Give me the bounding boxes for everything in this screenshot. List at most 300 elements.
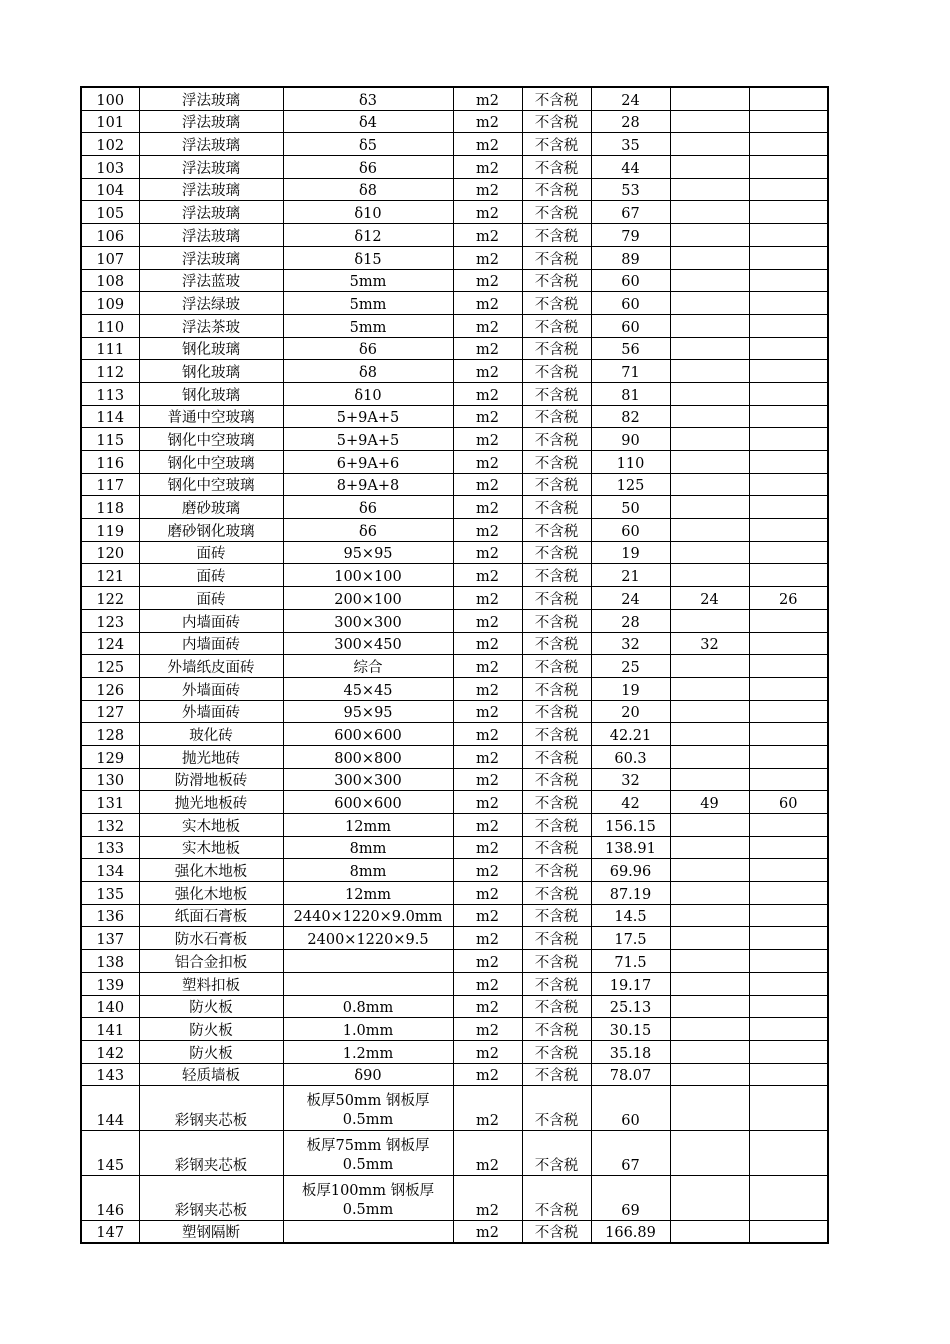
spec-cell: 8mm (283, 859, 453, 882)
tax-status-cell: 不含税 (522, 836, 591, 859)
price-cell: 44 (591, 156, 670, 179)
material-name-cell: 浮法玻璃 (139, 246, 283, 269)
spec-cell: 5+9A+5 (283, 405, 453, 428)
table-row (81, 405, 828, 428)
price-3-cell (749, 609, 828, 632)
material-name-cell: 实木地板 (139, 814, 283, 837)
row-number-cell: 116 (81, 451, 139, 474)
table-row (81, 972, 828, 995)
unit-cell: m2 (453, 655, 522, 678)
price-3-cell (749, 110, 828, 133)
material-name-cell: 钢化中空玻璃 (139, 428, 283, 451)
row-number-cell: 142 (81, 1040, 139, 1063)
price-cell: 60 (591, 314, 670, 337)
price-cell: 21 (591, 564, 670, 587)
price-cell: 166.89 (591, 1220, 670, 1243)
price-2-cell (670, 1063, 749, 1086)
table-row (81, 541, 828, 564)
spec-cell: 600×600 (283, 723, 453, 746)
tax-status-cell: 不含税 (522, 292, 591, 315)
material-name-cell: 塑钢隔断 (139, 1220, 283, 1243)
price-2-cell (670, 314, 749, 337)
tax-status-cell: 不含税 (522, 87, 591, 110)
price-2-cell (670, 904, 749, 927)
material-name-cell: 彩钢夹芯板 (139, 1086, 283, 1131)
price-3-cell (749, 768, 828, 791)
price-3-cell (749, 382, 828, 405)
spec-cell (283, 972, 453, 995)
tax-status-cell: 不含税 (522, 156, 591, 179)
unit-cell: m2 (453, 587, 522, 610)
price-2-cell (670, 768, 749, 791)
row-number-cell: 144 (81, 1086, 139, 1131)
unit-cell: m2 (453, 791, 522, 814)
spec-cell: δ6 (283, 519, 453, 542)
table-row (81, 87, 828, 110)
price-3-cell (749, 1040, 828, 1063)
unit-cell: m2 (453, 382, 522, 405)
price-cell: 53 (591, 178, 670, 201)
row-number-cell: 135 (81, 882, 139, 905)
unit-cell: m2 (453, 496, 522, 519)
unit-cell: m2 (453, 451, 522, 474)
spec-cell: 5mm (283, 314, 453, 337)
price-cell: 82 (591, 405, 670, 428)
spec-cell: 0.8mm (283, 995, 453, 1018)
material-name-cell: 防滑地板砖 (139, 768, 283, 791)
row-number-cell: 123 (81, 609, 139, 632)
unit-cell: m2 (453, 519, 522, 542)
price-3-cell (749, 632, 828, 655)
spec-cell (283, 1220, 453, 1243)
unit-cell: m2 (453, 814, 522, 837)
unit-cell: m2 (453, 1175, 522, 1220)
table-row (81, 950, 828, 973)
material-name-cell: 内墙面砖 (139, 632, 283, 655)
tax-status-cell: 不含税 (522, 110, 591, 133)
price-2-cell (670, 859, 749, 882)
table-row (81, 609, 828, 632)
row-number-cell: 117 (81, 473, 139, 496)
spec-cell: 板厚50mm 钢板厚0.5mm (283, 1086, 453, 1131)
unit-cell: m2 (453, 110, 522, 133)
price-2-cell (670, 950, 749, 973)
unit-cell: m2 (453, 246, 522, 269)
unit-cell: m2 (453, 1040, 522, 1063)
row-number-cell: 121 (81, 564, 139, 587)
material-name-cell: 浮法茶玻 (139, 314, 283, 337)
price-cell: 60 (591, 292, 670, 315)
price-2-cell: 32 (670, 632, 749, 655)
spec-cell: 800×800 (283, 745, 453, 768)
unit-cell: m2 (453, 541, 522, 564)
tax-status-cell: 不含税 (522, 405, 591, 428)
price-2-cell (670, 927, 749, 950)
unit-cell: m2 (453, 882, 522, 905)
price-2-cell (670, 360, 749, 383)
price-2-cell (670, 609, 749, 632)
row-number-cell: 131 (81, 791, 139, 814)
material-name-cell: 防火板 (139, 995, 283, 1018)
unit-cell: m2 (453, 269, 522, 292)
price-2-cell (670, 723, 749, 746)
price-cell: 71.5 (591, 950, 670, 973)
spec-cell: δ90 (283, 1063, 453, 1086)
price-2-cell (670, 133, 749, 156)
price-3-cell (749, 950, 828, 973)
spec-cell: 300×300 (283, 768, 453, 791)
spec-cell: δ15 (283, 246, 453, 269)
price-cell: 60 (591, 519, 670, 542)
material-name-cell: 浮法玻璃 (139, 201, 283, 224)
table-row (81, 382, 828, 405)
material-name-cell: 实木地板 (139, 836, 283, 859)
unit-cell: m2 (453, 314, 522, 337)
spec-cell: 1.0mm (283, 1018, 453, 1041)
price-cell: 24 (591, 587, 670, 610)
price-3-cell (749, 156, 828, 179)
row-number-cell: 105 (81, 201, 139, 224)
price-3-cell (749, 360, 828, 383)
spec-cell: 5mm (283, 269, 453, 292)
table-row (81, 224, 828, 247)
spec-cell: 300×300 (283, 609, 453, 632)
spec-cell: 板厚75mm 钢板厚0.5mm (283, 1131, 453, 1176)
tax-status-cell: 不含税 (522, 1018, 591, 1041)
price-3-cell (749, 246, 828, 269)
tax-status-cell: 不含税 (522, 882, 591, 905)
spec-cell: δ3 (283, 87, 453, 110)
row-number-cell: 104 (81, 178, 139, 201)
price-3-cell (749, 814, 828, 837)
tax-status-cell: 不含税 (522, 1220, 591, 1243)
table-row (81, 1131, 828, 1176)
tax-status-cell: 不含税 (522, 927, 591, 950)
table-row (81, 314, 828, 337)
unit-cell: m2 (453, 677, 522, 700)
price-2-cell (670, 473, 749, 496)
row-number-cell: 107 (81, 246, 139, 269)
table-row (81, 360, 828, 383)
spec-cell: δ8 (283, 360, 453, 383)
price-cell: 14.5 (591, 904, 670, 927)
row-number-cell: 114 (81, 405, 139, 428)
price-2-cell (670, 745, 749, 768)
price-cell: 28 (591, 609, 670, 632)
unit-cell: m2 (453, 201, 522, 224)
row-number-cell: 133 (81, 836, 139, 859)
tax-status-cell: 不含税 (522, 950, 591, 973)
unit-cell: m2 (453, 224, 522, 247)
spec-cell: δ6 (283, 156, 453, 179)
material-name-cell: 普通中空玻璃 (139, 405, 283, 428)
price-3-cell (749, 904, 828, 927)
tax-status-cell: 不含税 (522, 655, 591, 678)
spec-cell (283, 950, 453, 973)
row-number-cell: 102 (81, 133, 139, 156)
table-row (81, 337, 828, 360)
unit-cell: m2 (453, 1220, 522, 1243)
price-2-cell (670, 995, 749, 1018)
material-name-cell: 浮法蓝玻 (139, 269, 283, 292)
price-cell: 69 (591, 1175, 670, 1220)
tax-status-cell: 不含税 (522, 201, 591, 224)
price-cell: 156.15 (591, 814, 670, 837)
table-row (81, 451, 828, 474)
tax-status-cell: 不含税 (522, 269, 591, 292)
spec-cell: δ5 (283, 133, 453, 156)
price-2-cell (670, 201, 749, 224)
price-2-cell (670, 655, 749, 678)
spec-cell: 200×100 (283, 587, 453, 610)
unit-cell: m2 (453, 292, 522, 315)
table-row (81, 1220, 828, 1243)
material-name-cell: 浮法玻璃 (139, 224, 283, 247)
price-2-cell: 24 (670, 587, 749, 610)
material-name-cell: 面砖 (139, 587, 283, 610)
price-3-cell (749, 972, 828, 995)
price-3-cell (749, 859, 828, 882)
price-3-cell (749, 178, 828, 201)
table-row (81, 201, 828, 224)
row-number-cell: 130 (81, 768, 139, 791)
tax-status-cell: 不含税 (522, 632, 591, 655)
price-2-cell (670, 87, 749, 110)
tax-status-cell: 不含税 (522, 337, 591, 360)
table-row (81, 655, 828, 678)
price-2-cell (670, 269, 749, 292)
row-number-cell: 134 (81, 859, 139, 882)
tax-status-cell: 不含税 (522, 677, 591, 700)
tax-status-cell: 不含税 (522, 1086, 591, 1131)
price-2-cell (670, 428, 749, 451)
tax-status-cell: 不含税 (522, 541, 591, 564)
price-3-cell (749, 677, 828, 700)
material-name-cell: 强化木地板 (139, 859, 283, 882)
material-name-cell: 浮法玻璃 (139, 87, 283, 110)
price-cell: 19.17 (591, 972, 670, 995)
price-2-cell (670, 1220, 749, 1243)
row-number-cell: 139 (81, 972, 139, 995)
price-cell: 60.3 (591, 745, 670, 768)
material-name-cell: 外墙面砖 (139, 677, 283, 700)
price-cell: 50 (591, 496, 670, 519)
price-cell: 56 (591, 337, 670, 360)
price-3-cell: 60 (749, 791, 828, 814)
spec-cell: δ4 (283, 110, 453, 133)
price-cell: 42.21 (591, 723, 670, 746)
row-number-cell: 115 (81, 428, 139, 451)
row-number-cell: 132 (81, 814, 139, 837)
table-row (81, 768, 828, 791)
price-3-cell (749, 428, 828, 451)
unit-cell: m2 (453, 405, 522, 428)
spec-cell: 300×450 (283, 632, 453, 655)
tax-status-cell: 不含税 (522, 178, 591, 201)
table-row (81, 791, 828, 814)
material-name-cell: 彩钢夹芯板 (139, 1175, 283, 1220)
price-cell: 125 (591, 473, 670, 496)
spec-cell: 2400×1220×9.5 (283, 927, 453, 950)
price-cell: 30.15 (591, 1018, 670, 1041)
tax-status-cell: 不含税 (522, 609, 591, 632)
unit-cell: m2 (453, 859, 522, 882)
table-row (81, 428, 828, 451)
spec-cell: 板厚100mm 钢板厚0.5mm (283, 1175, 453, 1220)
table-row (81, 836, 828, 859)
price-3-cell (749, 337, 828, 360)
row-number-cell: 113 (81, 382, 139, 405)
price-cell: 81 (591, 382, 670, 405)
price-2-cell (670, 1131, 749, 1176)
price-3-cell (749, 133, 828, 156)
price-2-cell (670, 814, 749, 837)
price-3-cell (749, 655, 828, 678)
unit-cell: m2 (453, 178, 522, 201)
table-row (81, 745, 828, 768)
price-3-cell (749, 496, 828, 519)
price-cell: 60 (591, 1086, 670, 1131)
price-cell: 138.91 (591, 836, 670, 859)
price-2-cell (670, 541, 749, 564)
price-2-cell (670, 382, 749, 405)
spec-cell: 8+9A+8 (283, 473, 453, 496)
table-row (81, 133, 828, 156)
tax-status-cell: 不含税 (522, 723, 591, 746)
material-name-cell: 内墙面砖 (139, 609, 283, 632)
material-name-cell: 纸面石膏板 (139, 904, 283, 927)
unit-cell: m2 (453, 1086, 522, 1131)
unit-cell: m2 (453, 156, 522, 179)
price-3-cell (749, 1175, 828, 1220)
price-3-cell (749, 836, 828, 859)
price-3-cell (749, 519, 828, 542)
material-name-cell: 浮法绿玻 (139, 292, 283, 315)
row-number-cell: 127 (81, 700, 139, 723)
spec-cell: δ8 (283, 178, 453, 201)
row-number-cell: 143 (81, 1063, 139, 1086)
material-name-cell: 玻化砖 (139, 723, 283, 746)
table-row (81, 292, 828, 315)
price-2-cell (670, 700, 749, 723)
tax-status-cell: 不含税 (522, 700, 591, 723)
material-name-cell: 钢化玻璃 (139, 382, 283, 405)
material-name-cell: 钢化玻璃 (139, 360, 283, 383)
spec-cell: 综合 (283, 655, 453, 678)
price-cell: 67 (591, 1131, 670, 1176)
table-row (81, 1175, 828, 1220)
row-number-cell: 126 (81, 677, 139, 700)
table-row (81, 178, 828, 201)
price-2-cell (670, 677, 749, 700)
table-row (81, 927, 828, 950)
row-number-cell: 112 (81, 360, 139, 383)
unit-cell: m2 (453, 360, 522, 383)
unit-cell: m2 (453, 950, 522, 973)
row-number-cell: 138 (81, 950, 139, 973)
tax-status-cell: 不含税 (522, 496, 591, 519)
unit-cell: m2 (453, 632, 522, 655)
price-3-cell (749, 541, 828, 564)
price-3-cell (749, 269, 828, 292)
unit-cell: m2 (453, 904, 522, 927)
material-name-cell: 外墙纸皮面砖 (139, 655, 283, 678)
table-row (81, 700, 828, 723)
table-row (81, 519, 828, 542)
price-cell: 19 (591, 541, 670, 564)
material-name-cell: 塑料扣板 (139, 972, 283, 995)
price-3-cell (749, 700, 828, 723)
material-name-cell: 钢化中空玻璃 (139, 473, 283, 496)
material-name-cell: 面砖 (139, 564, 283, 587)
unit-cell: m2 (453, 1018, 522, 1041)
tax-status-cell: 不含税 (522, 859, 591, 882)
price-3-cell (749, 314, 828, 337)
price-cell: 32 (591, 768, 670, 791)
material-name-cell: 轻质墙板 (139, 1063, 283, 1086)
tax-status-cell: 不含税 (522, 768, 591, 791)
unit-cell: m2 (453, 700, 522, 723)
unit-cell: m2 (453, 836, 522, 859)
row-number-cell: 118 (81, 496, 139, 519)
spec-cell: 2440×1220×9.0mm (283, 904, 453, 927)
tax-status-cell: 不含税 (522, 246, 591, 269)
unit-cell: m2 (453, 337, 522, 360)
unit-cell: m2 (453, 995, 522, 1018)
tax-status-cell: 不含税 (522, 360, 591, 383)
row-number-cell: 111 (81, 337, 139, 360)
price-3-cell (749, 1018, 828, 1041)
material-name-cell: 彩钢夹芯板 (139, 1131, 283, 1176)
table-row (81, 677, 828, 700)
price-2-cell (670, 246, 749, 269)
price-2-cell (670, 564, 749, 587)
unit-cell: m2 (453, 428, 522, 451)
table-row (81, 882, 828, 905)
tax-status-cell: 不含税 (522, 904, 591, 927)
tax-status-cell: 不含税 (522, 995, 591, 1018)
price-3-cell (749, 1220, 828, 1243)
table-row (81, 995, 828, 1018)
unit-cell: m2 (453, 609, 522, 632)
tax-status-cell: 不含税 (522, 745, 591, 768)
price-3-cell (749, 292, 828, 315)
table-row (81, 1063, 828, 1086)
unit-cell: m2 (453, 723, 522, 746)
material-name-cell: 防水石膏板 (139, 927, 283, 950)
unit-cell: m2 (453, 87, 522, 110)
unit-cell: m2 (453, 1131, 522, 1176)
material-name-cell: 钢化玻璃 (139, 337, 283, 360)
tax-status-cell: 不含税 (522, 972, 591, 995)
price-3-cell (749, 745, 828, 768)
material-name-cell: 防火板 (139, 1018, 283, 1041)
unit-cell: m2 (453, 473, 522, 496)
price-cell: 19 (591, 677, 670, 700)
price-2-cell (670, 1040, 749, 1063)
row-number-cell: 128 (81, 723, 139, 746)
price-2-cell (670, 451, 749, 474)
material-name-cell: 抛光地板砖 (139, 791, 283, 814)
tax-status-cell: 不含税 (522, 791, 591, 814)
spec-cell: 5mm (283, 292, 453, 315)
price-cell: 17.5 (591, 927, 670, 950)
price-cell: 42 (591, 791, 670, 814)
row-number-cell: 140 (81, 995, 139, 1018)
row-number-cell: 101 (81, 110, 139, 133)
price-3-cell (749, 451, 828, 474)
price-3-cell (749, 927, 828, 950)
